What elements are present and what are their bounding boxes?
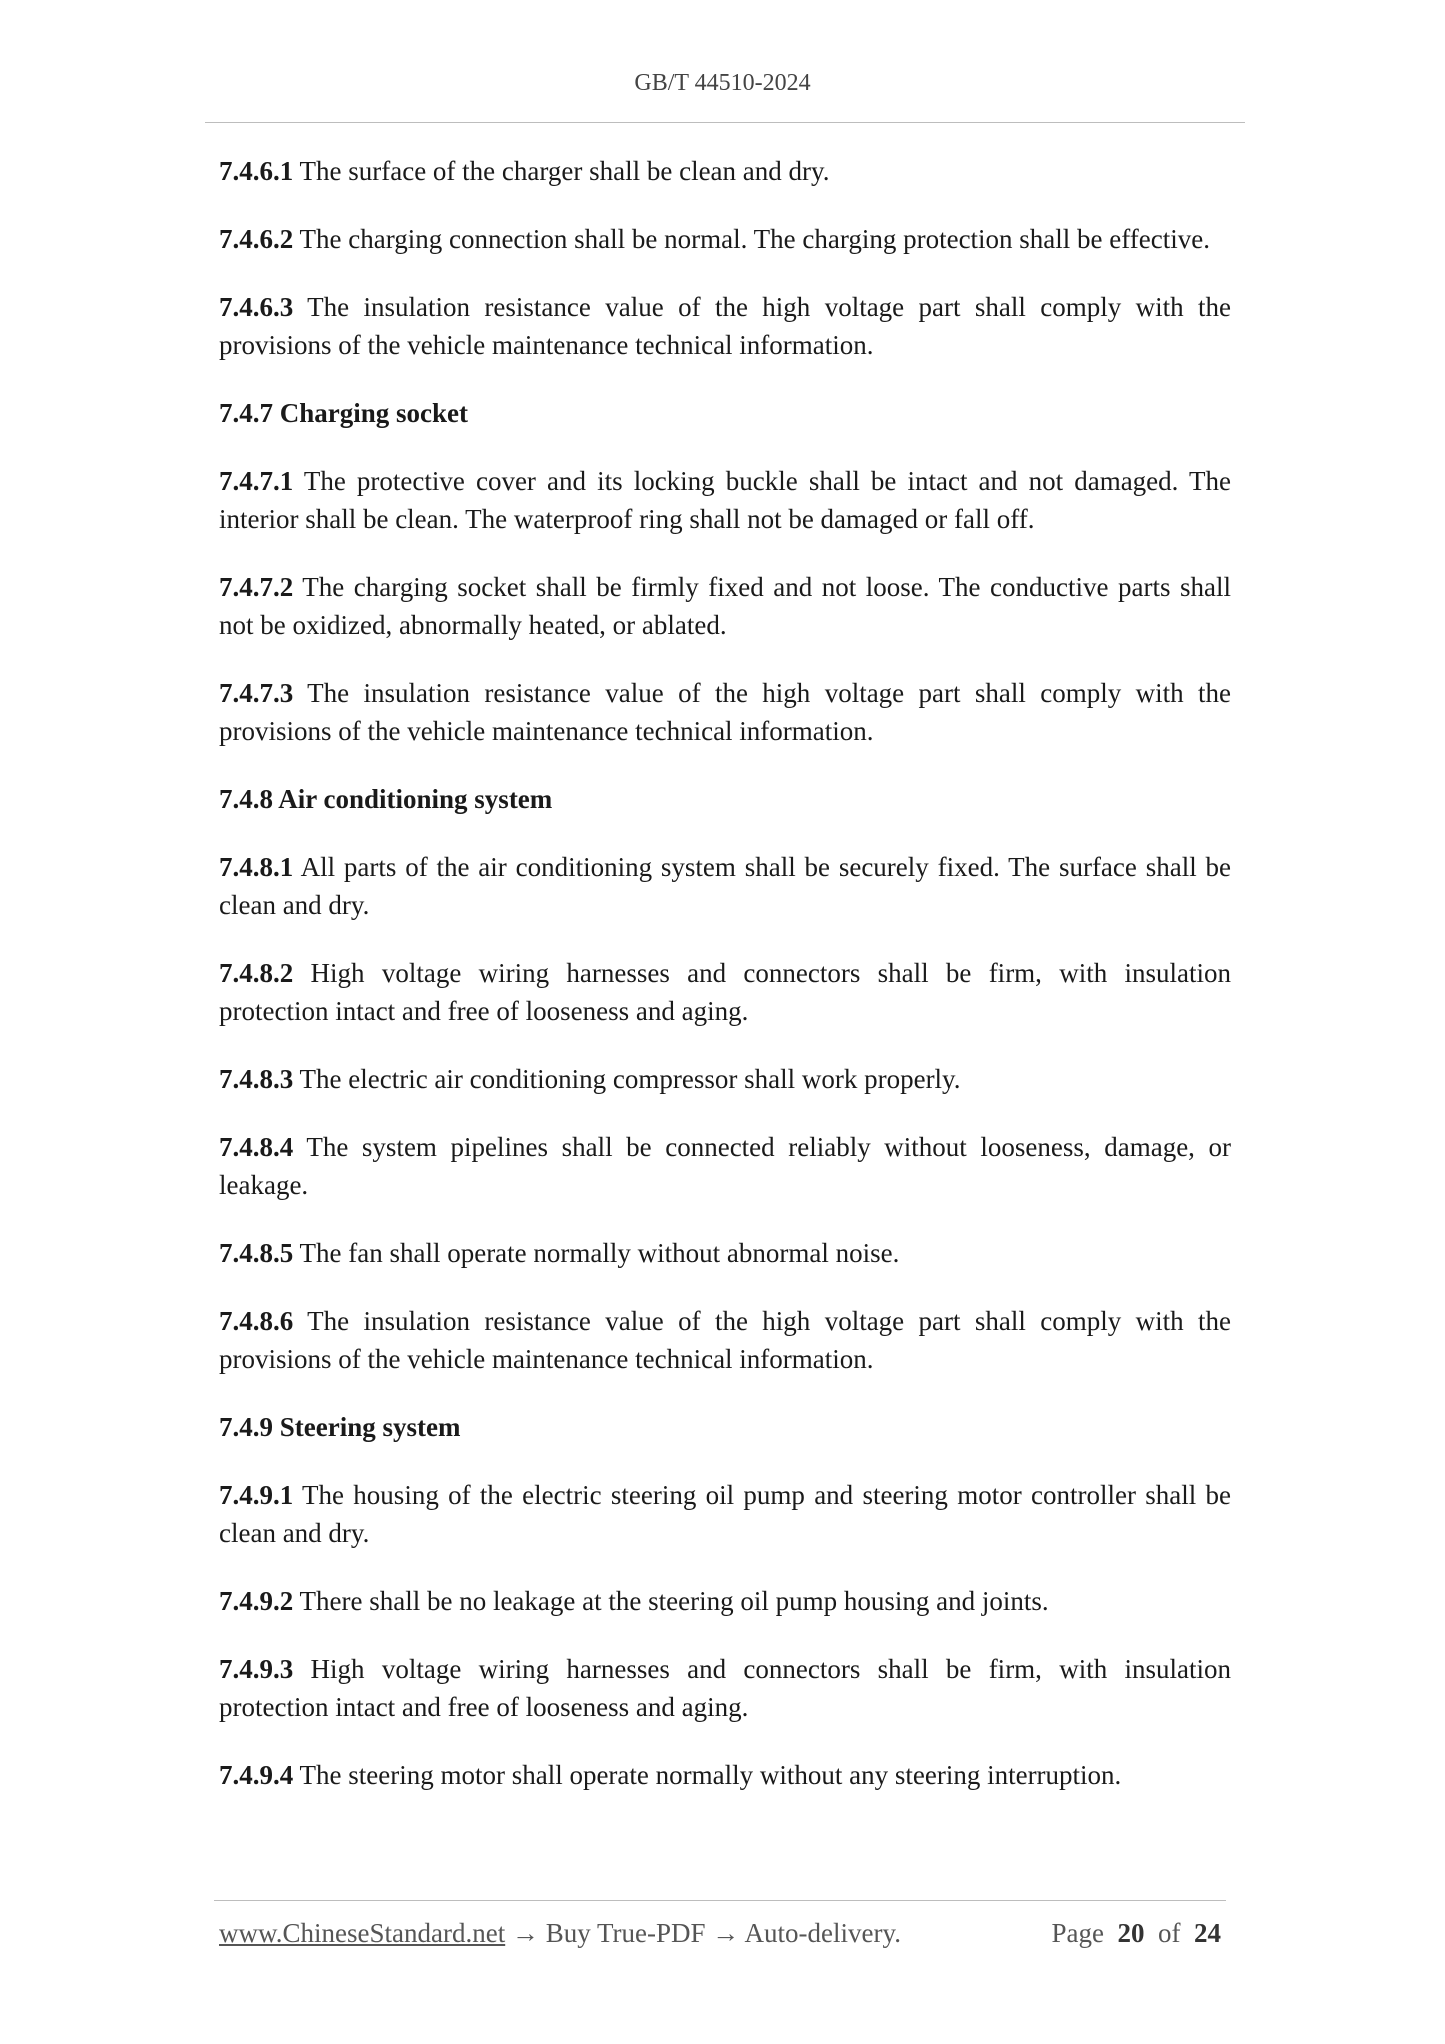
page-indicator [1052,1918,1221,1949]
clause-number: 7.4.6.3 [219,292,294,322]
clause-number: 7.4.8.1 [219,852,294,882]
clause-text: The electric air conditioning compressor shall work properly. [299,1064,961,1094]
clause-paragraph [219,152,1231,190]
clause-text: The charging socket shall be firmly fixed and not loose. The conductive parts shall not be oxidized, abnormally heated, or ablated. [219,572,1231,640]
clause-paragraph [219,568,1231,644]
clause-text: High voltage wiring harnesses and connectors shall be firm, with insulation protection intact and free of looseness and aging. [219,1654,1232,1722]
auto-delivery-text: Auto-delivery. [744,1918,901,1948]
arrow-icon: → [511,1918,539,1948]
clause-paragraph [219,288,1231,364]
clause-number: 7.4.9.4 [219,1760,294,1790]
buy-true-pdf-text: Buy True-PDF [545,1918,706,1948]
clause-paragraph [219,674,1231,750]
clause-text: The insulation resistance value of the high voltage part shall comply with the provisions of the vehicle maintenance technical information. [219,1306,1232,1374]
page-total: 24 [1194,1918,1221,1948]
page-footer [219,1918,1221,1949]
clause-paragraph [219,1476,1231,1552]
page-number: 20 [1117,1918,1145,1948]
section-heading: 7.4.8 Air conditioning system [219,784,553,814]
clause-number: 7.4.8.3 [219,1064,294,1094]
page-label: Page [1051,1918,1104,1948]
clause-text: High voltage wiring harnesses and connectors shall be firm, with insulation protection intact and free of looseness and aging. [219,958,1232,1026]
clause-number: 7.4.8.4 [219,1132,294,1162]
footer-left [219,1918,901,1949]
clause-paragraph [219,954,1231,1030]
of-label: of [1158,1918,1181,1948]
section-heading: 7.4.9 Steering system [219,1412,461,1442]
clause-text: The housing of the electric steering oil pump and steering motor controller shall be clean and dry. [219,1480,1231,1548]
clause-text: The charging connection shall be normal. The charging protection shall be effective. [299,224,1210,254]
clause-number: 7.4.7.3 [219,678,294,708]
clause-paragraph [219,220,1231,258]
clause-paragraph [219,1756,1231,1794]
clause-paragraph [219,848,1231,924]
clause-text: The insulation resistance value of the high voltage part shall comply with the provisions of the vehicle maintenance technical information. [219,292,1232,360]
document-body [219,152,1231,1824]
clause-number: 7.4.6.1 [219,156,294,186]
clause-text: There shall be no leakage at the steering oil pump housing and joints. [299,1586,1049,1616]
clause-text: The steering motor shall operate normally without any steering interruption. [299,1760,1122,1790]
clause-text: The surface of the charger shall be clean and dry. [299,156,830,186]
clause-number: 7.4.7.2 [219,572,294,602]
clause-number: 7.4.6.2 [219,224,294,254]
arrow-icon: → [712,1918,740,1948]
clause-text: All parts of the air conditioning system shall be securely fixed. The surface shall be clean and dry. [219,852,1231,920]
clause-text: The system pipelines shall be connected reliably without looseness, damage, or leakage. [219,1132,1232,1200]
footer-divider [214,1900,1226,1901]
section-heading: 7.4.7 Charging socket [219,398,468,428]
clause-paragraph [219,462,1231,538]
clause-number: 7.4.9.3 [219,1654,294,1684]
clause-paragraph [219,1302,1231,1378]
clause-text: The insulation resistance value of the high voltage part shall comply with the provisions of the vehicle maintenance technical information. [219,678,1232,746]
clause-number: 7.4.9.2 [219,1586,294,1616]
clause-number: 7.4.8.2 [219,958,294,988]
clause-paragraph [219,1060,1231,1098]
clause-text: The fan shall operate normally without abnormal noise. [299,1238,900,1268]
clause-paragraph [219,1650,1231,1726]
page-header: GB/T 44510-2024 [634,70,811,96]
clause-paragraph [219,1582,1231,1620]
header-divider [205,122,1245,123]
clause-number: 7.4.8.5 [219,1238,294,1268]
clause-number: 7.4.8.6 [219,1306,294,1336]
clause-number: 7.4.9.1 [219,1480,294,1510]
website-link[interactable]: www.ChineseStandard.net [219,1918,506,1948]
clause-number: 7.4.7.1 [219,466,294,496]
clause-paragraph [219,1128,1231,1204]
clause-paragraph [219,1234,1231,1272]
clause-text: The protective cover and its locking buckle shall be intact and not damaged. The interior shall be clean. The waterproof ring shall not be damaged or fall off. [219,466,1231,534]
